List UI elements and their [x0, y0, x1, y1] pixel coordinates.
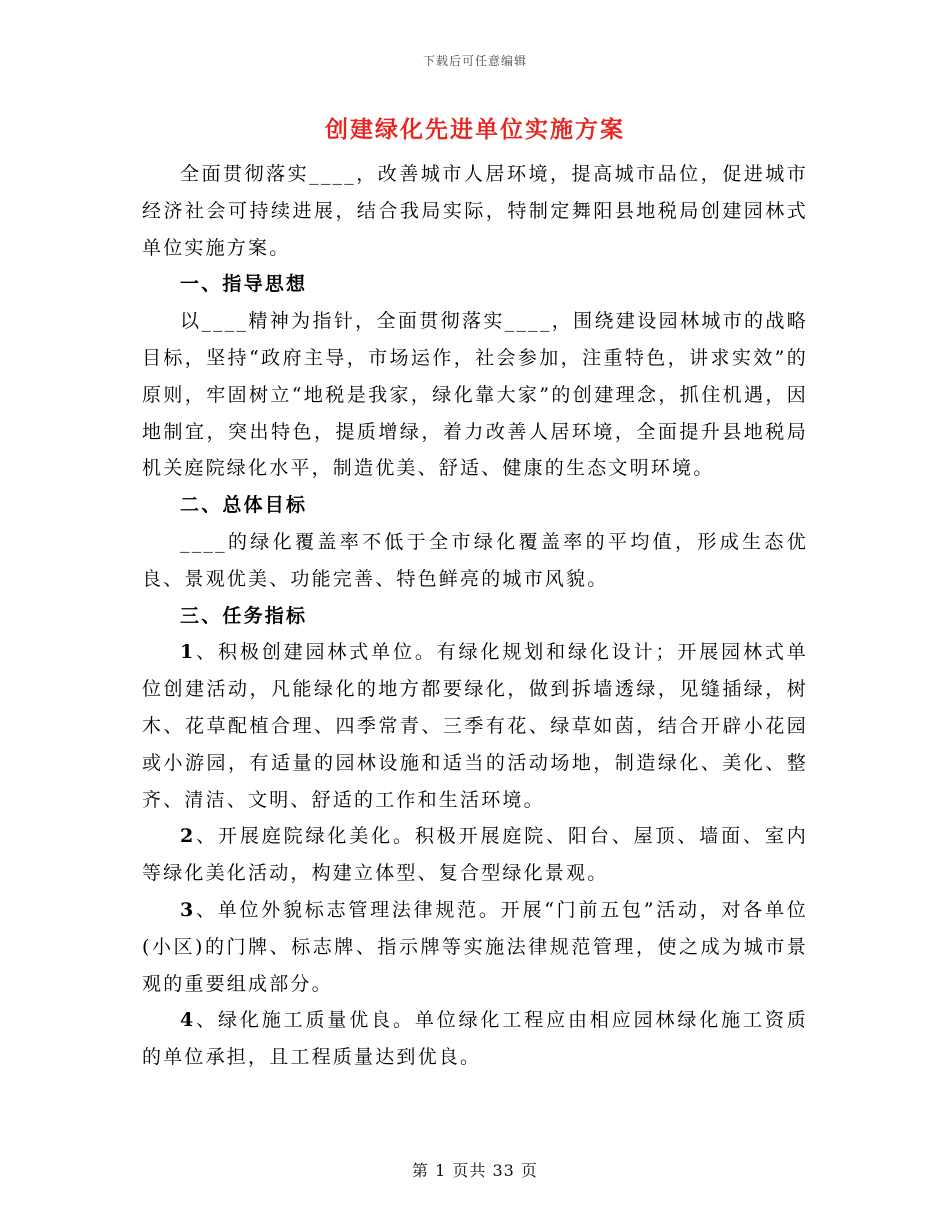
task-number: 4 — [180, 1009, 196, 1032]
task-number: 3 — [180, 898, 196, 921]
document-body — [142, 112, 808, 1076]
section-heading-task-indicators: 三、任务指标 — [180, 604, 308, 627]
task-text: 、单位外貌标志管理法律规范。开展“门前五包”活动，对各单位(小区)的门牌、标志牌、指示牌等实施法律规范管理，使之成为城市景观的重要组成部分。 — [142, 898, 808, 995]
section-heading-guiding-ideology: 一、指导思想 — [180, 273, 308, 296]
task-item-1 — [142, 634, 808, 818]
task-number: 1 — [180, 641, 196, 664]
intro-paragraph: 全面贯彻落实____，改善城市人居环境，提高城市品位，促进城市经济社会可持续进展，结合我局实际，特制定舞阳县地税局创建园林式单位实施方案。 — [142, 163, 808, 259]
section-heading-overall-goal: 二、总体目标 — [180, 494, 308, 517]
task-item-3 — [142, 892, 808, 1002]
document-title: 创建绿化先进单位实施方案 — [325, 116, 625, 143]
task-item-4 — [142, 1002, 808, 1076]
task-text: 、积极创建园林式单位。有绿化规划和绿化设计；开展园林式单位创建活动，凡能绿化的地方都要绿化，做到拆墙透绿，见缝插绿，树木、花草配植合理、四季常青、三季有花、绿草如茵，结合开辟小花园或小游园，有适量的园林设施和适当的活动场地，制造绿化、美化、整齐、清洁、文明、舒适的工作和生活环境。 — [142, 641, 808, 811]
task-number: 2 — [180, 825, 196, 848]
task-text: 、开展庭院绿化美化。积极开展庭院、阳台、屋顶、墙面、室内等绿化美化活动，构建立体型、复合型绿化景观。 — [142, 825, 808, 885]
task-item-2 — [142, 818, 808, 892]
page-number-footer: 第 1 页共 33 页 — [412, 1161, 538, 1180]
task-text: 、绿化施工质量优良。单位绿化工程应由相应园林绿化施工资质的单位承担，且工程质量达到优良。 — [142, 1009, 808, 1069]
overall-goal-paragraph: ____的绿化覆盖率不低于全市绿化覆盖率的平均值，形成生态优良、景观优美、功能完善、特色鲜亮的城市风貌。 — [142, 530, 808, 590]
guiding-ideology-paragraph: 以____精神为指针，全面贯彻落实____，围绕建设园林城市的战略目标，坚持“政府主导，市场运作，社会参加，注重特色，讲求实效”的原则，牢固树立“地税是我家，绿化靠大家”的创建理念，抓住机遇，因地制宜，突出特色，提质增绿，着力改善人居环境，全面提升县地税局机关庭院绿化水平，制造优美、舒适、健康的生态文明环境。 — [142, 310, 808, 480]
page-header-note: 下载后可任意编辑 — [422, 54, 527, 68]
